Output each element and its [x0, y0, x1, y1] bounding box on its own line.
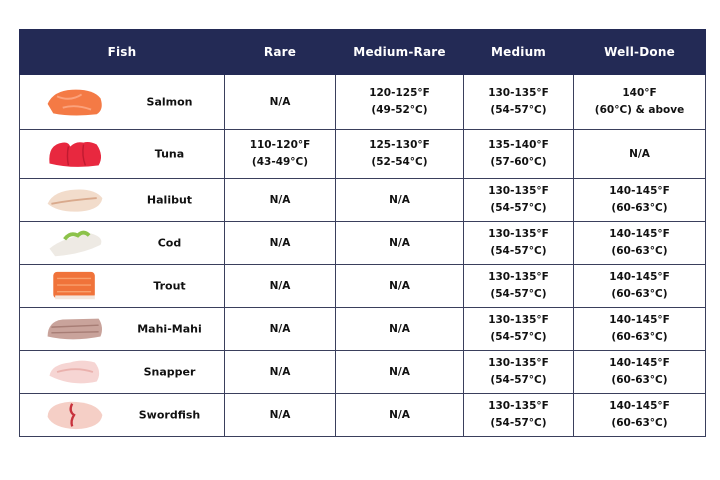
- temp-text: (60-63°C): [611, 202, 668, 214]
- temp-text: (54-57°C): [490, 374, 547, 386]
- well-done-temp-cell: [574, 265, 706, 308]
- temp-text: (49-52°C): [371, 104, 428, 116]
- medium-rare-temp-cell: [336, 351, 464, 394]
- temp-text: (60-63°C): [611, 331, 668, 343]
- tuna-steak-icon: [42, 137, 108, 171]
- temp-text: (54-57°C): [490, 417, 547, 429]
- trout-fillet-icon: [42, 269, 108, 303]
- temp-text: (60-63°C): [611, 417, 668, 429]
- temp-text: 130-135°F: [488, 87, 549, 99]
- well-done-temp-cell: [574, 75, 706, 130]
- fish-name: Halibut: [146, 193, 193, 207]
- temp-text: (60-63°C): [611, 245, 668, 257]
- table-row: [20, 179, 706, 222]
- temp-text: N/A: [269, 322, 291, 335]
- rare-temp-cell: [225, 265, 336, 308]
- table-row: [20, 394, 706, 437]
- temp-text: N/A: [269, 95, 291, 108]
- medium-rare-temp-cell: [336, 265, 464, 308]
- well-done-temp-cell: [574, 351, 706, 394]
- temp-text: (54-57°C): [490, 288, 547, 300]
- temp-text: N/A: [389, 279, 410, 292]
- temp-text: 110-120°F: [249, 139, 311, 151]
- medium-rare-temp-cell: [336, 308, 464, 351]
- cod-fillet-icon: [42, 226, 108, 260]
- well-done-temp-cell: [574, 222, 706, 265]
- temp-text: N/A: [389, 408, 410, 421]
- temp-text: N/A: [389, 365, 410, 378]
- fish-name: Mahi-Mahi: [137, 322, 202, 336]
- temp-text: (43-49°C): [251, 156, 309, 168]
- medium-temp-cell: [464, 222, 574, 265]
- medium-temp-cell: [464, 308, 574, 351]
- rare-temp-cell: [225, 130, 336, 179]
- temp-text: 140-145°F: [609, 314, 670, 326]
- temp-text: 135-140°F: [488, 139, 549, 151]
- fish-name: Trout: [153, 279, 186, 293]
- medium-temp-cell: [464, 394, 574, 437]
- temp-text: 140°F: [622, 87, 657, 99]
- fish-cell: [20, 308, 225, 351]
- salmon-fillet-icon: [42, 85, 108, 119]
- rare-temp-cell: [225, 308, 336, 351]
- fish-name: Salmon: [146, 95, 193, 109]
- temp-text: N/A: [629, 147, 650, 160]
- fish-name: Snapper: [143, 365, 196, 379]
- header-row: [20, 30, 706, 75]
- mahi-mahi-fillet-icon: [42, 312, 108, 346]
- temp-text: N/A: [389, 236, 410, 249]
- medium-temp-cell: [464, 179, 574, 222]
- fish-cell: [20, 130, 225, 179]
- temp-text: 130-135°F: [488, 400, 549, 412]
- temp-text: N/A: [269, 193, 291, 206]
- temp-text: (60-63°C): [611, 374, 668, 386]
- fish-cell: [20, 394, 225, 437]
- fish-cell: [20, 222, 225, 265]
- halibut-fillet-icon: [42, 183, 108, 217]
- temp-text: (60°C) & above: [594, 104, 685, 116]
- medium-rare-temp-cell: [336, 179, 464, 222]
- well-done-temp-cell: [574, 394, 706, 437]
- header-fish: Fish: [20, 30, 225, 75]
- temp-text: N/A: [389, 322, 410, 335]
- temp-text: (52-54°C): [371, 156, 428, 168]
- temp-text: 120-125°F: [369, 87, 430, 99]
- table-row: [20, 75, 706, 130]
- well-done-temp-cell: [574, 308, 706, 351]
- temp-text: N/A: [269, 408, 291, 421]
- medium-temp-cell: [464, 351, 574, 394]
- rare-temp-cell: [225, 351, 336, 394]
- medium-temp-cell: [464, 130, 574, 179]
- temp-text: 140-145°F: [609, 228, 670, 240]
- temp-text: (54-57°C): [490, 202, 547, 214]
- temp-text: 125-130°F: [369, 139, 430, 151]
- temp-text: N/A: [269, 365, 291, 378]
- medium-temp-cell: [464, 265, 574, 308]
- temp-text: (54-57°C): [490, 104, 547, 116]
- header-rare: Rare: [225, 30, 336, 75]
- temp-text: (54-57°C): [490, 245, 547, 257]
- table-row: [20, 265, 706, 308]
- medium-rare-temp-cell: [336, 130, 464, 179]
- fish-name: Cod: [157, 236, 182, 250]
- fish-doneness-table-container: [19, 29, 705, 437]
- temp-text: 140-145°F: [609, 271, 670, 283]
- temp-text: 130-135°F: [488, 271, 549, 283]
- temp-text: (57-60°C): [490, 156, 547, 168]
- well-done-temp-cell: [574, 179, 706, 222]
- temp-text: N/A: [389, 193, 410, 206]
- table-body: [20, 75, 706, 437]
- rare-temp-cell: [225, 179, 336, 222]
- temp-text: N/A: [269, 236, 291, 249]
- temp-text: 130-135°F: [488, 357, 549, 369]
- table-row: [20, 130, 706, 179]
- well-done-temp-cell: [574, 130, 706, 179]
- table-row: [20, 308, 706, 351]
- fish-cell: [20, 179, 225, 222]
- fish-name: Tuna: [154, 147, 185, 161]
- temp-text: 140-145°F: [609, 400, 670, 412]
- medium-temp-cell: [464, 75, 574, 130]
- rare-temp-cell: [225, 75, 336, 130]
- header-medium: Medium: [464, 30, 574, 75]
- rare-temp-cell: [225, 394, 336, 437]
- temp-text: 130-135°F: [488, 185, 549, 197]
- table-row: [20, 222, 706, 265]
- snapper-fillet-icon: [42, 355, 108, 389]
- fish-cell: [20, 351, 225, 394]
- medium-rare-temp-cell: [336, 394, 464, 437]
- temp-text: (54-57°C): [490, 331, 547, 343]
- temp-text: 140-145°F: [609, 357, 670, 369]
- temp-text: N/A: [269, 279, 291, 292]
- medium-rare-temp-cell: [336, 222, 464, 265]
- rare-temp-cell: [225, 222, 336, 265]
- fish-cell: [20, 265, 225, 308]
- temp-text: 140-145°F: [609, 185, 670, 197]
- temp-text: 130-135°F: [488, 228, 549, 240]
- temp-text: (60-63°C): [611, 288, 668, 300]
- fish-doneness-table: [19, 29, 706, 437]
- header-medium-rare: Medium-Rare: [336, 30, 464, 75]
- fish-cell: [20, 75, 225, 130]
- fish-name: Swordfish: [138, 408, 201, 422]
- swordfish-steak-icon: [42, 398, 108, 432]
- medium-rare-temp-cell: [336, 75, 464, 130]
- header-well-done: Well-Done: [574, 30, 706, 75]
- table-row: [20, 351, 706, 394]
- temp-text: 130-135°F: [488, 314, 549, 326]
